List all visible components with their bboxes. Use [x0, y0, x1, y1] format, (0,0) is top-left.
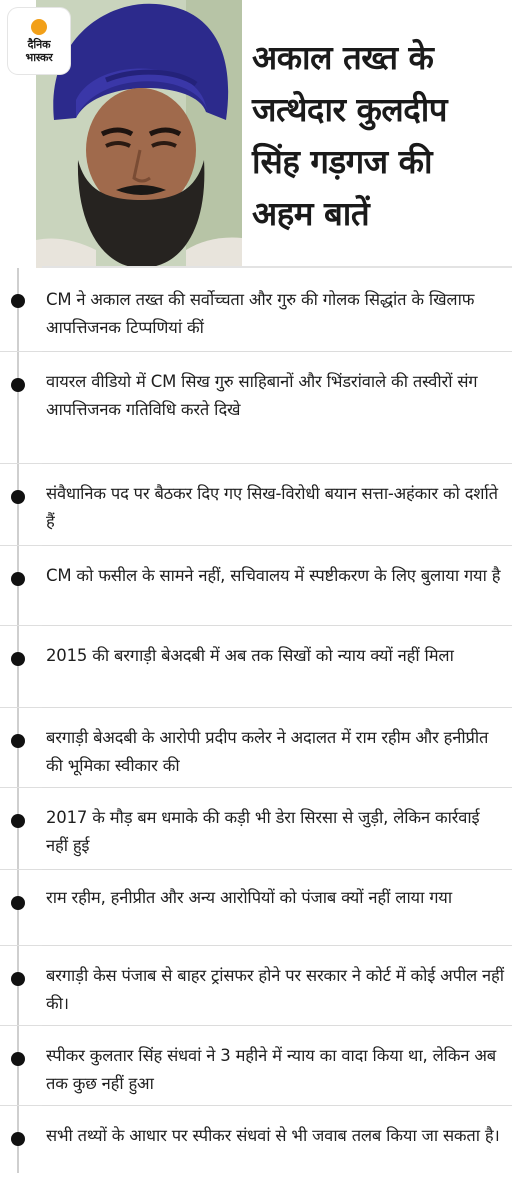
list-item-text: सभी तथ्यों के आधार पर स्पीकर संधवां से भी जवाब तलब किया जा सकता है।	[46, 1126, 500, 1145]
bullet-dot-icon	[11, 572, 25, 586]
list-item	[0, 870, 512, 946]
bullet-dot-icon	[11, 1132, 25, 1146]
bullet-dot-icon	[11, 814, 25, 828]
headline-line-1: अकाल तख्त के	[252, 38, 434, 77]
list-item-text: CM को फसील के सामने नहीं, सचिवालय में स्पष्टीकरण के लिए बुलाया गया है	[46, 566, 501, 585]
list-item	[0, 788, 512, 870]
list-item-text: CM ने अकाल तख्त की सर्वोच्चता और गुरु की गोलक सिद्धांत के खिलाफ आपत्तिजनक टिप्पणियां कीं	[46, 290, 475, 337]
sun-logo-icon	[30, 18, 48, 36]
list-item-text: बरगाड़ी बेअदबी के आरोपी प्रदीप कलेर ने अदालत में राम रहीम और हनीप्रीत की भूमिका स्वीकार की	[46, 728, 489, 775]
list-item	[0, 708, 512, 788]
headline	[252, 32, 507, 240]
list-item-text: 2017 के मौड़ बम धमाके की कड़ी भी डेरा सिरसा से जुड़ी, लेकिन कार्रवाई नहीं हुई	[46, 808, 480, 855]
list-item-text: वायरल वीडियो में CM सिख गुरु साहिबानों और भिंडरांवाले की तस्वीरों संग आपत्तिजनक गतिविधि करते दिखे	[46, 372, 478, 419]
bullet-dot-icon	[11, 896, 25, 910]
headline-line-4: अहम बातें	[252, 194, 370, 233]
bullet-dot-icon	[11, 1052, 25, 1066]
bullet-dot-icon	[11, 652, 25, 666]
header	[0, 0, 512, 268]
dainik-bhaskar-logo	[8, 8, 70, 74]
bullet-dot-icon	[11, 490, 25, 504]
list-item-text: 2015 की बरगाड़ी बेअदबी में अब तक सिखों को न्याय क्यों नहीं मिला	[46, 646, 454, 665]
list-item	[0, 352, 512, 464]
list-item-text: बरगाड़ी केस पंजाब से बाहर ट्रांसफर होने पर सरकार ने कोर्ट में कोई अपील नहीं की।	[46, 966, 504, 1013]
bullet-dot-icon	[11, 972, 25, 986]
list-item	[0, 626, 512, 708]
list-item	[0, 464, 512, 546]
headline-line-2: जत्थेदार कुलदीप	[252, 90, 448, 129]
list-item	[0, 546, 512, 626]
list-item	[0, 1106, 512, 1181]
list-item-text: संवैधानिक पद पर बैठकर दिए गए सिख-विरोधी बयान सत्ता-अहंकार को दर्शाते हैं	[46, 484, 498, 531]
bullet-dot-icon	[11, 294, 25, 308]
headline-line-3: सिंह गड़गज की	[252, 142, 433, 181]
list-item-text: राम रहीम, हनीप्रीत और अन्य आरोपियों को पंजाब क्यों नहीं लाया गया	[46, 888, 452, 907]
list-item	[0, 946, 512, 1026]
bullet-dot-icon	[11, 734, 25, 748]
list-item	[0, 1026, 512, 1106]
list-item-text: स्पीकर कुलतार सिंह संधवां ने 3 महीने में न्याय का वादा किया था, लेकिन अब तक कुछ नहीं हुआ	[46, 1046, 496, 1093]
logo-line-1: दैनिक	[27, 38, 51, 51]
list-item	[0, 268, 512, 352]
bullet-dot-icon	[11, 378, 25, 392]
logo-line-2: भास्कर	[25, 51, 53, 64]
